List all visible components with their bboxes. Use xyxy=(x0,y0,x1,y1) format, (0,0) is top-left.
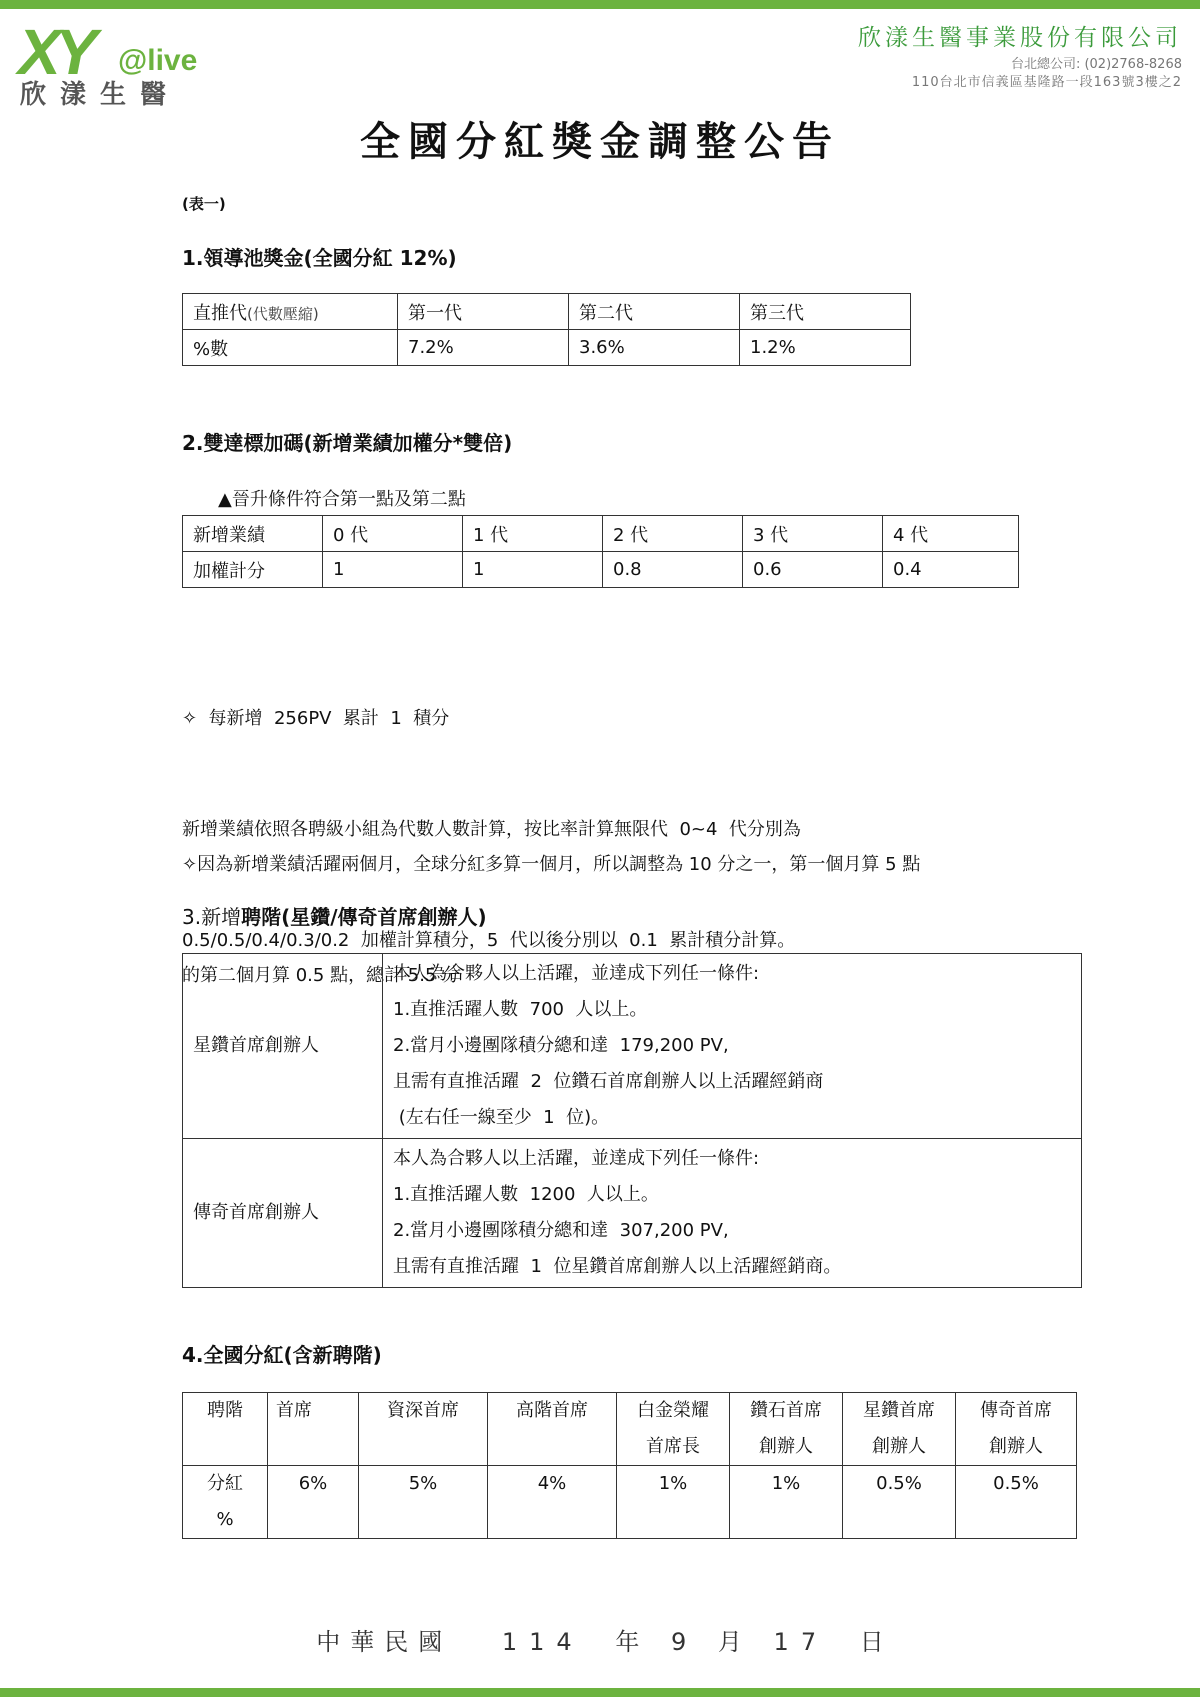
cell-line: 5% xyxy=(408,1473,438,1494)
table-cell xyxy=(956,1466,1077,1539)
condition-line: 1.直推活躍人數 1200 人以上。 xyxy=(393,1184,659,1205)
table-cell xyxy=(268,1393,359,1466)
date-era: 中華民國 xyxy=(316,1628,453,1656)
cell-line: 1% xyxy=(771,1473,801,1494)
table-cell: 0 代 xyxy=(323,516,463,552)
condition-line: (左右任一線至少 1 位)。 xyxy=(393,1107,610,1128)
top-green-bar xyxy=(0,0,1200,9)
logo-suffix: @live xyxy=(118,44,198,77)
table-row xyxy=(183,330,911,366)
table-cell: 7.2% xyxy=(398,330,569,366)
table-cell xyxy=(183,1393,268,1466)
table-cell: 新增業績 xyxy=(183,516,323,552)
company-address: 110台北市信義區基隆路一段163號3樓之2 xyxy=(911,75,1182,90)
company-info xyxy=(858,24,1182,92)
company-name: 欣漾生醫事業股份有限公司 xyxy=(858,25,1182,51)
section2-title: 2.雙達標加碼(新增業績加權分*雙倍) xyxy=(182,431,513,455)
section2-note: ▲晉升條件符合第一點及第二點 xyxy=(218,489,466,510)
table-cell xyxy=(268,1466,359,1539)
table-cell: 0.4 xyxy=(883,552,1019,588)
rank-label: 傳奇首席創辦人 xyxy=(183,1139,383,1288)
logo-mark: XY xyxy=(18,16,92,88)
rank-conditions xyxy=(383,1139,1082,1288)
table-cell: 加權計分 xyxy=(183,552,323,588)
table-cell: 0.8 xyxy=(603,552,743,588)
rank-label: 星鑽首席創辦人 xyxy=(183,954,383,1139)
paragraph-line: 0.5/0.5/0.4/0.3/0.2 加權計算積分，5 代以後分別以 0.1 累計積分計算。 xyxy=(182,930,796,951)
table-reference: (表一) xyxy=(182,195,226,213)
table-cell xyxy=(843,1466,956,1539)
leadership-pool-table xyxy=(182,293,911,366)
table-cell xyxy=(843,1393,956,1466)
title-prefix: 3.新增 xyxy=(182,905,242,929)
cell-line: 首席 xyxy=(276,1400,312,1421)
table-cell xyxy=(956,1393,1077,1466)
cell-line: 1% xyxy=(658,1473,688,1494)
table-cell: 1 xyxy=(323,552,463,588)
date-month-unit: 月 xyxy=(717,1628,742,1656)
table-cell: 3 代 xyxy=(743,516,883,552)
cell-line: 高階首席 xyxy=(516,1400,588,1421)
cell-line: 創辦人 xyxy=(872,1436,926,1457)
header-sub: (代數壓縮) xyxy=(247,304,319,323)
new-rank-table xyxy=(182,953,1082,1288)
bottom-green-bar xyxy=(0,1688,1200,1697)
announcement-date xyxy=(0,1622,1200,1657)
table-cell xyxy=(488,1393,617,1466)
table-cell xyxy=(730,1393,843,1466)
date-day: 17 xyxy=(773,1628,829,1656)
table-cell: 0.6 xyxy=(743,552,883,588)
condition-line: 且需有直推活躍 2 位鑽石首席創辦人以上活躍經銷商 xyxy=(393,1071,824,1092)
table-cell: 第三代 xyxy=(740,294,911,330)
date-year-unit: 年 xyxy=(615,1628,640,1656)
table-row xyxy=(183,1466,1077,1539)
table-cell: 2 代 xyxy=(603,516,743,552)
rank-conditions xyxy=(383,954,1082,1139)
condition-line: 2.當月小邊團隊積分總和達 307,200 PV, xyxy=(393,1220,729,1241)
table-cell xyxy=(183,1466,268,1539)
condition-line: 本人為合夥人以上活躍，並達成下列任一條件: xyxy=(393,1148,760,1169)
title-rest: 聘階(星鑽/傳奇首席創辦人) xyxy=(241,905,487,929)
table-cell: %數 xyxy=(183,330,398,366)
cell-line: 白金榮耀 xyxy=(637,1400,709,1421)
cell-line: 首席長 xyxy=(646,1436,700,1457)
table-cell: 4 代 xyxy=(883,516,1019,552)
section4-title: 4.全國分紅(含新聘階) xyxy=(182,1343,382,1367)
cell-line: 星鑽首席 xyxy=(863,1400,935,1421)
table-cell xyxy=(359,1466,488,1539)
condition-line: 本人為合夥人以上活躍，並達成下列任一條件: xyxy=(393,963,760,984)
cell-line: 0.5% xyxy=(993,1473,1039,1494)
table-cell xyxy=(617,1393,730,1466)
page-title: 全國分紅獎金調整公告 xyxy=(360,119,840,165)
table-header-row xyxy=(183,516,1019,552)
section1-title: 1.領導池獎金(全國分紅 12%) xyxy=(182,246,457,270)
table-cell: 1 代 xyxy=(463,516,603,552)
cell-line: 6% xyxy=(298,1473,328,1494)
date-year: 114 xyxy=(501,1628,584,1656)
date-month: 9 xyxy=(670,1628,687,1656)
condition-line: 2.當月小邊團隊積分總和達 179,200 PV, xyxy=(393,1035,729,1056)
table-cell: 1 xyxy=(463,552,603,588)
table-cell: 1.2% xyxy=(740,330,911,366)
table-cell xyxy=(183,294,398,330)
cell-line: 創辦人 xyxy=(759,1436,813,1457)
paragraph-line: ✧因為新增業績活躍兩個月，全球分紅多算一個月，所以調整為 10 分之一，第一個月算 5 點 xyxy=(182,854,921,875)
header-main: 直推代 xyxy=(193,302,247,324)
paragraph-line: 新增業績依照各聘級小組為代數人數計算，按比率計算無限代 0~4 代分別為 xyxy=(182,819,801,840)
paragraph-line: 的第二個月算 0.5 點，總計 5.5 分 xyxy=(182,965,461,986)
table-header-row xyxy=(183,294,911,330)
table-row xyxy=(183,552,1019,588)
cell-line: 傳奇首席 xyxy=(980,1400,1052,1421)
section3-title xyxy=(182,903,487,931)
cell-line: 4% xyxy=(537,1473,567,1494)
table-row xyxy=(183,954,1082,1139)
table-header-row xyxy=(183,1393,1077,1466)
table-cell xyxy=(617,1466,730,1539)
table-cell xyxy=(359,1393,488,1466)
table-cell: 第一代 xyxy=(398,294,569,330)
condition-line: 1.直推活躍人數 700 人以上。 xyxy=(393,999,648,1020)
company-phone: 台北總公司: (02)2768-8268 xyxy=(1010,57,1182,72)
cell-line: 創辦人 xyxy=(989,1436,1043,1457)
cell-line: 資深首席 xyxy=(387,1400,459,1421)
logo-chinese-name: 欣漾生醫 xyxy=(20,80,181,110)
cell-line: 分紅 xyxy=(207,1473,243,1494)
cell-line: % xyxy=(216,1509,234,1530)
national-dividend-table xyxy=(182,1392,1077,1539)
paragraph-line: ✧ 每新增 256PV 累計 1 積分 xyxy=(182,708,450,729)
table-row xyxy=(183,1139,1082,1288)
table-cell xyxy=(730,1466,843,1539)
cell-line: 聘階 xyxy=(207,1400,243,1421)
condition-line: 且需有直推活躍 1 位星鑽首席創辦人以上活躍經銷商。 xyxy=(393,1256,842,1277)
table-cell: 第二代 xyxy=(569,294,740,330)
cell-line: 鑽石首席 xyxy=(750,1400,822,1421)
company-logo xyxy=(18,16,218,112)
cell-line: 0.5% xyxy=(876,1473,922,1494)
table-cell: 3.6% xyxy=(569,330,740,366)
weighted-score-table xyxy=(182,515,1019,588)
date-day-unit: 日 xyxy=(859,1628,884,1656)
table-cell xyxy=(488,1466,617,1539)
